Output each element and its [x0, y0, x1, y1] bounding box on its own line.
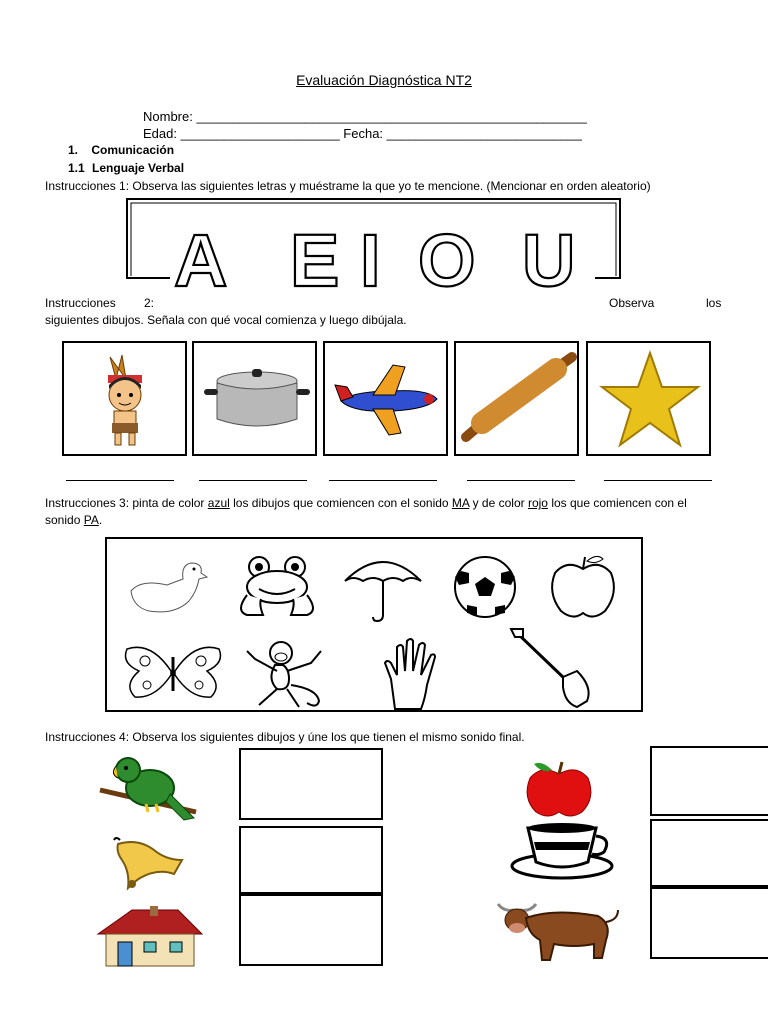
ball-icon [447, 555, 523, 619]
vowel-a[interactable]: A [174, 219, 228, 302]
vowel-i[interactable]: I [360, 219, 381, 302]
instruction-2-part4: los [706, 296, 722, 310]
subsection-heading [68, 161, 184, 175]
page-title: Evaluación Diagnóstica NT2 [296, 72, 472, 88]
picture-box-4 [454, 341, 579, 456]
apple-outline-icon [547, 553, 619, 621]
rolling-pin-icon [460, 353, 578, 443]
instr3-text: sonido [45, 513, 84, 527]
answer-blank-3[interactable] [329, 480, 437, 481]
match-box-left-3[interactable] [239, 894, 383, 966]
answer-blank-5[interactable] [604, 480, 712, 481]
parrot-icon [96, 752, 200, 824]
cup-icon [508, 822, 618, 882]
duck-icon [127, 557, 207, 619]
frog-icon [233, 555, 321, 619]
match-box-right-1[interactable] [650, 746, 768, 816]
nombre-label: Nombre: [143, 109, 193, 124]
match-box-left-2[interactable] [239, 826, 383, 894]
instruction-2-part1: Instrucciones [45, 296, 116, 310]
picture-box-5 [586, 341, 711, 456]
nombre-field[interactable]: ______________________________________________________ [196, 109, 587, 124]
fecha-field[interactable]: ___________________________ [386, 126, 582, 141]
monkey-icon [237, 639, 327, 711]
hand-icon [381, 635, 447, 713]
picture-box-1 [62, 341, 187, 456]
instruction-1: Instrucciones 1: Observa las siguientes letras y muéstrame la que yo te mencione. (Mencionar en orden aleatorio) [45, 179, 651, 193]
instr3-picture-frame [105, 537, 643, 712]
picture-box-3 [323, 341, 448, 456]
match-box-right-2[interactable] [650, 819, 768, 887]
star-icon [600, 351, 700, 447]
instruction-3-line1 [45, 496, 725, 510]
subsection-title: Lenguaje Verbal [92, 161, 185, 175]
edad-fecha-row [143, 126, 582, 141]
umbrella-icon [341, 551, 425, 623]
instr3-ma: MA [451, 496, 470, 510]
instr3-text: . [98, 513, 103, 527]
instruction-2-line2: siguientes dibujos. Señala con qué vocal comienza y luego dibújala. [45, 313, 407, 327]
edad-label: Edad: [143, 126, 177, 141]
section-number: 1. [68, 143, 79, 157]
match-box-right-3[interactable] [650, 887, 768, 959]
edad-field[interactable]: ______________________ [180, 126, 340, 141]
apple-icon [522, 760, 596, 820]
match-box-left-1[interactable] [239, 748, 383, 820]
instr3-azul: azul [207, 496, 230, 510]
picture-box-2 [192, 341, 317, 456]
indian-boy-icon [90, 349, 160, 449]
instr3-pa: PA [83, 513, 99, 527]
pot-icon [202, 367, 312, 437]
fecha-label: Fecha: [343, 126, 384, 141]
answer-blank-4[interactable] [467, 480, 575, 481]
bell-icon [108, 834, 188, 890]
instr3-text: Instrucciones 3: pinta de color [45, 496, 208, 510]
answer-blank-2[interactable] [199, 480, 307, 481]
vowel-o[interactable]: O [418, 219, 476, 302]
section-heading [68, 143, 174, 157]
instruction-2-part2: 2: [144, 296, 155, 310]
instruction-2-part3: Observa [609, 296, 655, 310]
subsection-number: 1.1 [68, 161, 85, 175]
instr3-text: los que comiencen con el [547, 496, 687, 510]
instr3-text: y de color [469, 496, 528, 510]
airplane-icon [333, 361, 443, 441]
bull-icon [494, 900, 622, 964]
instr3-rojo: rojo [527, 496, 548, 510]
instruction-3-line2 [45, 513, 102, 527]
house-icon [94, 906, 204, 968]
instr3-text: los dibujos que comiencen con el sonido [229, 496, 452, 510]
shovel-icon [507, 627, 597, 711]
vowel-u[interactable]: U [522, 219, 576, 302]
butterfly-icon [121, 641, 225, 701]
answer-blank-1[interactable] [66, 480, 174, 481]
nombre-row [143, 109, 587, 124]
section-title: Comunicación [91, 143, 175, 157]
instruction-4: Instrucciones 4: Observa los siguientes dibujos y úne los que tienen el mismo sonido final. [45, 730, 525, 744]
vowels-row [160, 219, 620, 302]
vowel-e[interactable]: E [290, 219, 340, 302]
